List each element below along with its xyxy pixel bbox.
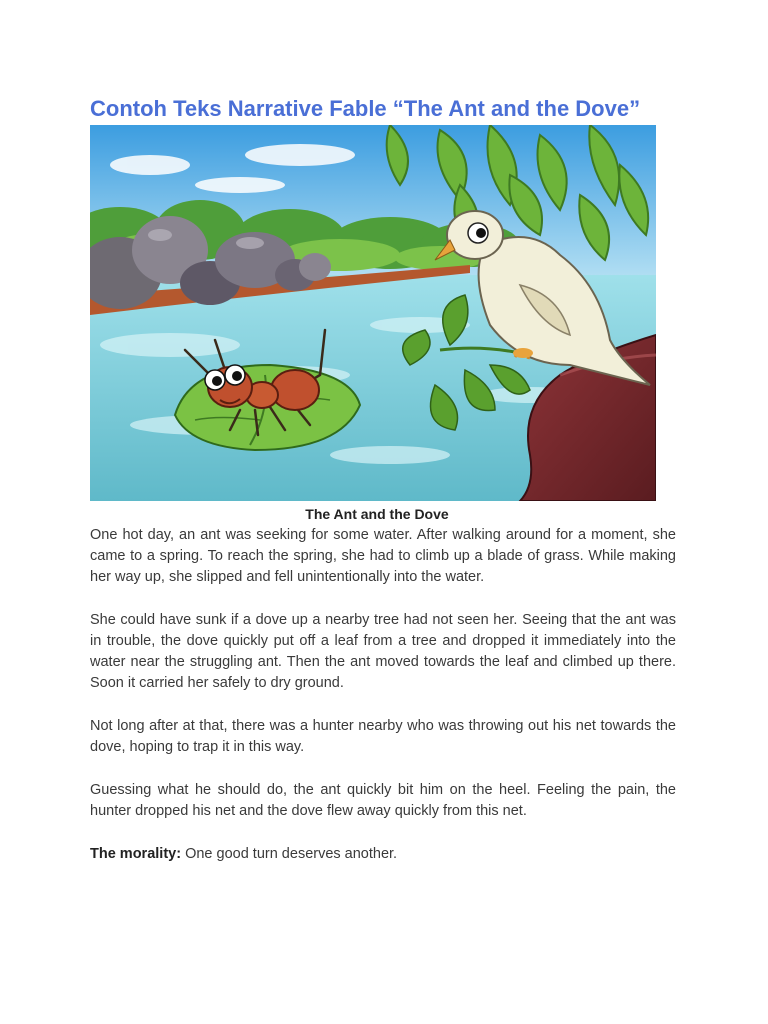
story-paragraph: Not long after at that, there was a hunter nearby who was throwing out his net towards the dove, hoping to trap it in this way. <box>90 718 676 755</box>
fable-illustration <box>90 125 656 501</box>
figure-caption: The Ant and the Dove <box>305 506 449 522</box>
page-title: Contoh Teks Narrative Fable “The Ant and the Dove” <box>90 96 641 121</box>
moral-paragraph <box>90 844 676 865</box>
moral-label: The morality: <box>90 846 182 862</box>
document-page <box>90 93 676 887</box>
moral-text: One good turn deserves another. <box>181 846 398 862</box>
story-paragraph: She could have sunk if a dove up a nearby tree had not seen her. Seeing that the ant was in trouble, the dove quickly put off a leaf from a tree and dropped it immediately into the water near the struggling ant. Then the ant moved towards the leaf and climbed up there. Soon it carried her safely to dry ground. <box>90 612 676 691</box>
story-paragraph: Guessing what he should do, the ant quickly bit him on the heel. Feeling the pain, the hunter dropped his net and the dove flew away quickly from this net. <box>90 782 676 819</box>
story-paragraph: One hot day, an ant was seeking for some water. After walking around for a moment, she came to a spring. To reach the spring, she had to climb up a blade of grass. While making her way up, she slipped and fell unintentionally into the water. <box>90 527 676 585</box>
